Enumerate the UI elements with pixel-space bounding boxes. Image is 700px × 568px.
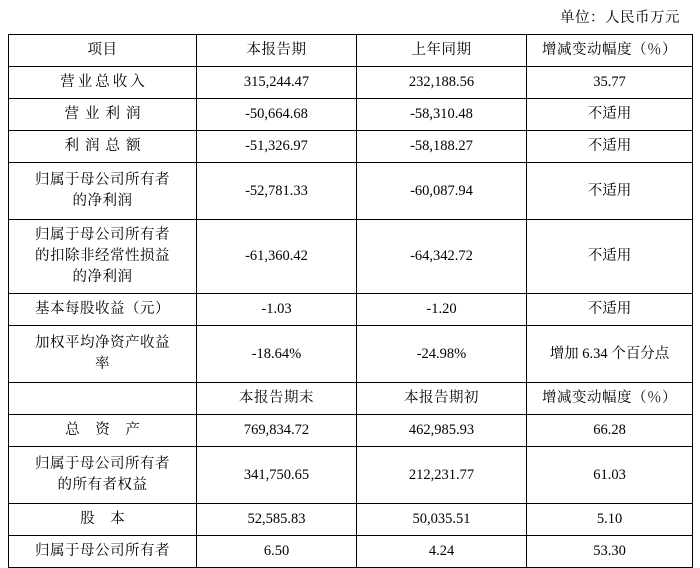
- row-value-prior: -64,342.72: [357, 220, 527, 294]
- row-value-period-start: 50,035.51: [357, 504, 527, 536]
- row-value-period-start: 4.24: [357, 536, 527, 568]
- header-cell-period-end: 本报告期末: [197, 383, 357, 415]
- header-cell-current-period: 本报告期: [197, 35, 357, 67]
- table-row: [9, 415, 693, 447]
- row-value-current: 315,244.47: [197, 67, 357, 99]
- row-value-prior: -58,188.27: [357, 131, 527, 163]
- table-row: [9, 99, 693, 131]
- row-value-prior: -60,087.94: [357, 163, 527, 220]
- header-cell-change-rate: 增减变动幅度（％）: [527, 35, 693, 67]
- row-value-current: -52,781.33: [197, 163, 357, 220]
- table-row: [9, 447, 693, 504]
- row-label: 归属于母公司所有者 的所有者权益: [9, 447, 197, 504]
- table-header-row-balance: [9, 383, 693, 415]
- row-value-current: -18.64%: [197, 326, 357, 383]
- row-value-change: 不适用: [527, 131, 693, 163]
- table-row: [9, 220, 693, 294]
- row-value-change: 5.10: [527, 504, 693, 536]
- header-cell-item: 项目: [9, 35, 197, 67]
- row-value-prior: -24.98%: [357, 326, 527, 383]
- row-value-current: -61,360.42: [197, 220, 357, 294]
- row-label: 营业利润: [9, 99, 197, 131]
- row-label: 利润总额: [9, 131, 197, 163]
- table-header-row-period: [9, 35, 693, 67]
- row-value-prior: -58,310.48: [357, 99, 527, 131]
- unit-note: 单位：人民币万元: [560, 10, 680, 26]
- row-value-current: -51,326.97: [197, 131, 357, 163]
- row-value-change: 61.03: [527, 447, 693, 504]
- row-value-period-end: 769,834.72: [197, 415, 357, 447]
- row-label: 股 本: [9, 504, 197, 536]
- table-row: [9, 536, 693, 568]
- row-value-period-end: 52,585.83: [197, 504, 357, 536]
- row-label: 总 资 产: [9, 415, 197, 447]
- header-cell-change-rate: 增减变动幅度（％）: [527, 383, 693, 415]
- table-row: [9, 67, 693, 99]
- row-label: 基本每股收益（元）: [9, 294, 197, 326]
- row-value-period-end: 6.50: [197, 536, 357, 568]
- row-value-change: 不适用: [527, 163, 693, 220]
- row-value-period-end: 341,750.65: [197, 447, 357, 504]
- row-label: 加权平均净资产收益 率: [9, 326, 197, 383]
- row-value-change: 不适用: [527, 294, 693, 326]
- table-body: [9, 35, 693, 568]
- row-value-change: 增加 6.34 个百分点: [527, 326, 693, 383]
- table-row: [9, 131, 693, 163]
- row-value-period-start: 462,985.93: [357, 415, 527, 447]
- table-row: [9, 326, 693, 383]
- row-label: 归属于母公司所有者 的净利润: [9, 163, 197, 220]
- row-label: 归属于母公司所有者 的扣除非经常性损益 的净利润: [9, 220, 197, 294]
- row-value-prior: -1.20: [357, 294, 527, 326]
- table-row: [9, 504, 693, 536]
- header-cell-item-empty: [9, 383, 197, 415]
- row-value-change: 不适用: [527, 220, 693, 294]
- header-cell-period-start: 本报告期初: [357, 383, 527, 415]
- header-cell-prior-period: 上年同期: [357, 35, 527, 67]
- row-value-current: -1.03: [197, 294, 357, 326]
- row-value-prior: 232,188.56: [357, 67, 527, 99]
- row-value-change: 53.30: [527, 536, 693, 568]
- row-value-change: 66.28: [527, 415, 693, 447]
- row-value-change: 不适用: [527, 99, 693, 131]
- table-row: [9, 163, 693, 220]
- row-value-change: 35.77: [527, 67, 693, 99]
- table-row: [9, 294, 693, 326]
- row-label: 营业总收入: [9, 67, 197, 99]
- row-value-current: -50,664.68: [197, 99, 357, 131]
- row-value-period-start: 212,231.77: [357, 447, 527, 504]
- financial-summary-table: [8, 34, 693, 568]
- row-label: 归属于母公司所有者: [9, 536, 197, 568]
